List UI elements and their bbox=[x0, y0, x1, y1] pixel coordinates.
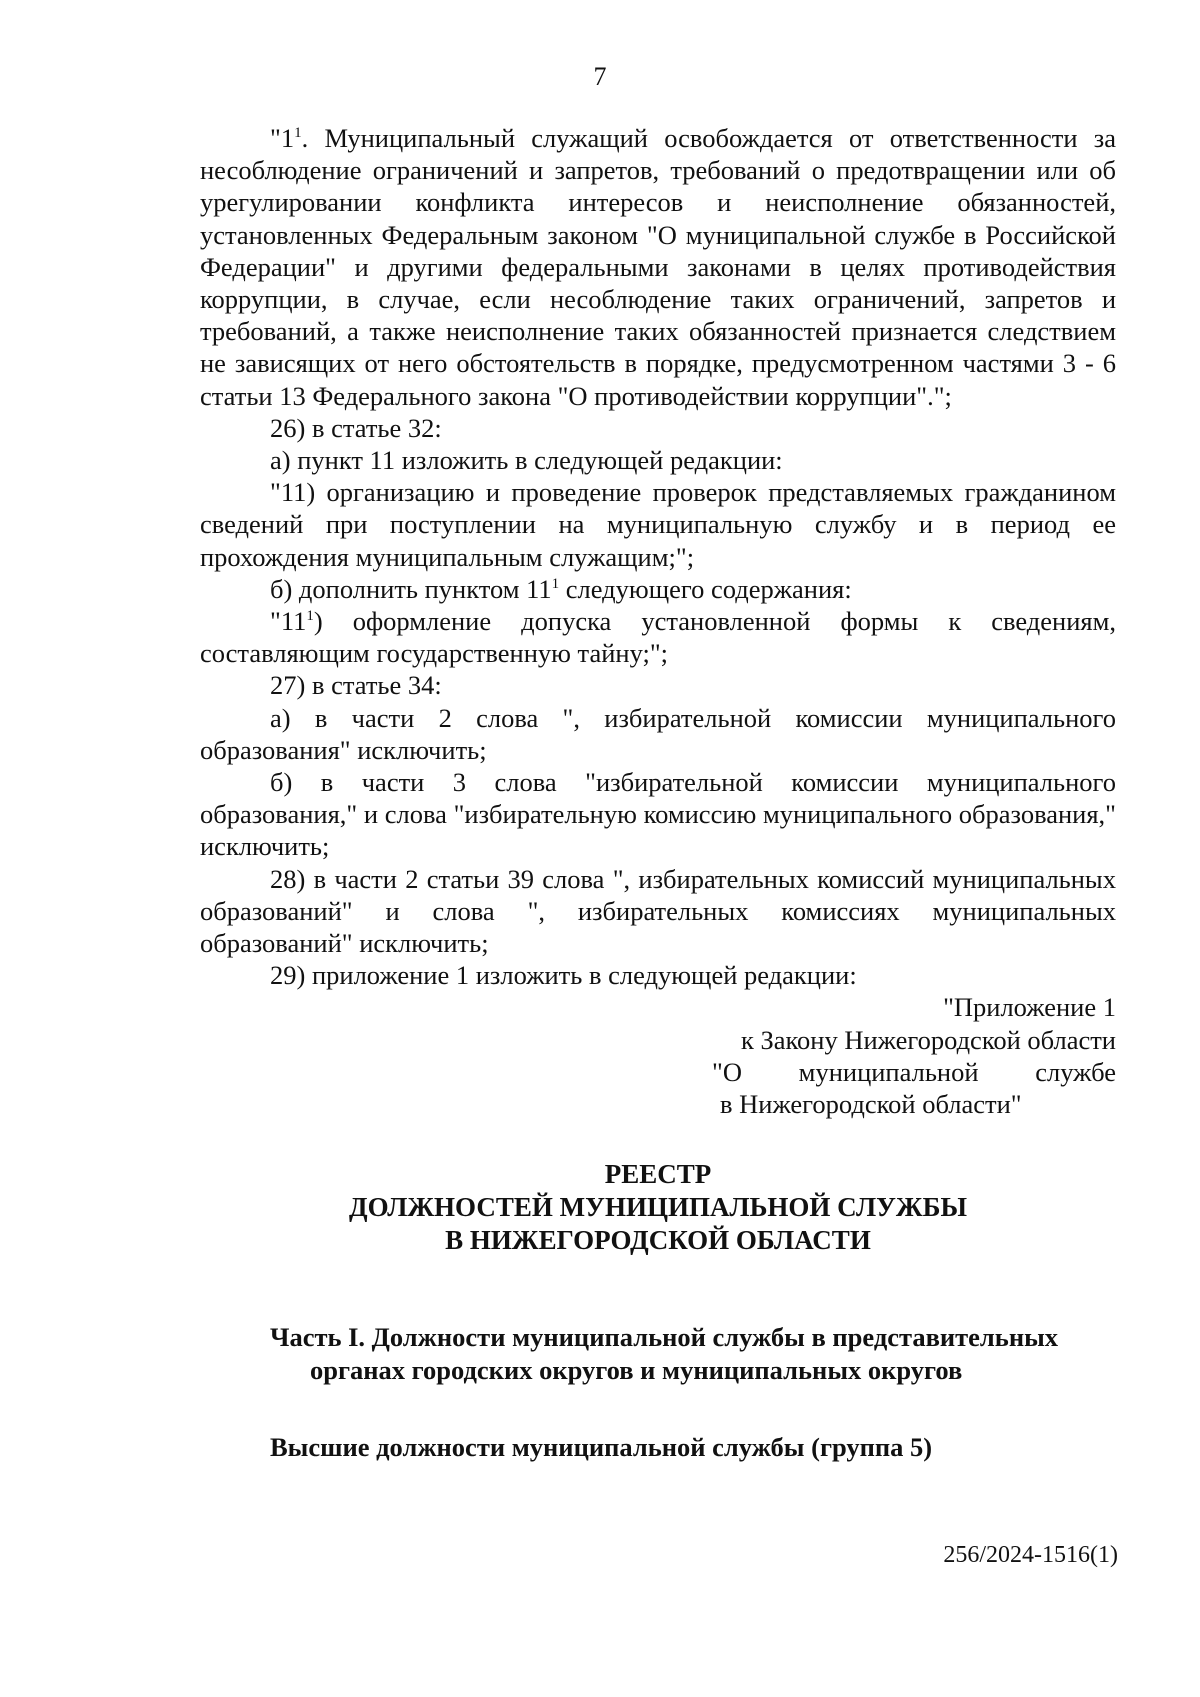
paragraph-1-1 bbox=[200, 122, 1116, 412]
group-heading: Высшие должности муниципальной службы (группа 5) bbox=[270, 1432, 933, 1463]
registry-title-line-3: В НИЖЕГОРОДСКОЙ ОБЛАСТИ bbox=[445, 1225, 871, 1256]
superscript: 1 bbox=[306, 608, 314, 625]
appendix-line-3: "О муниципальной службе bbox=[712, 1056, 1116, 1087]
registry-title bbox=[200, 1158, 1116, 1257]
item-26-b-text bbox=[200, 605, 1116, 669]
item-27-a: а) в части 2 слова ", избирательной комиссии муниципального образования" исключить; bbox=[200, 702, 1116, 765]
item-28: 28) в части 2 статьи 39 слова ", избирательных комиссий муниципальных образований" и слова ", избирательных комиссиях муниципальных образований" исключить; bbox=[200, 863, 1116, 959]
item-26-b-start: б) дополнить пунктом 11 bbox=[270, 573, 552, 604]
appendix-line-1: "Приложение 1 bbox=[943, 992, 1116, 1023]
paragraph-1-1-open: "1 bbox=[270, 123, 295, 153]
superscript: 1 bbox=[551, 575, 560, 592]
item-29: 29) приложение 1 изложить в следующей редакции: bbox=[270, 960, 857, 991]
registry-title-line-1: РЕЕСТР bbox=[604, 1159, 712, 1190]
item-26: 26) в статье 32: bbox=[270, 412, 442, 443]
item-26-b bbox=[200, 573, 1116, 605]
item-26-b-text-rest: ) оформление допуска установленной формы к сведениям, составляющим государственную тайну;"; bbox=[200, 606, 1116, 669]
superscript: 1 bbox=[294, 125, 302, 141]
part-heading-line-2: органах городских округов и муниципальных округов bbox=[310, 1355, 963, 1386]
item-26-a-text: "11) организацию и проведение проверок представляемых гражданином сведений при поступлении на муниципальную службу и в период ее прохождения муниципальным служащим;"; bbox=[200, 477, 1116, 572]
appendix-reference bbox=[712, 991, 1116, 1120]
item-26-a: а) пункт 11 изложить в следующей редакции: bbox=[270, 445, 783, 476]
part-heading bbox=[200, 1321, 1116, 1387]
document-body bbox=[200, 122, 1116, 1464]
appendix-line-4: в Нижегородской области" bbox=[720, 1089, 1022, 1120]
appendix-line-2: к Закону Нижегородской области bbox=[740, 1024, 1116, 1055]
item-26-b-rest: следующего содержания: bbox=[559, 573, 852, 604]
page-number: 7 bbox=[593, 62, 607, 91]
document-code: 256/2024-1516(1) bbox=[943, 1542, 1118, 1568]
item-26-b-text-start: "11 bbox=[270, 606, 307, 637]
registry-title-line-2: ДОЛЖНОСТЕЙ МУНИЦИПАЛЬНОЙ СЛУЖБЫ bbox=[349, 1192, 967, 1223]
part-heading-line-1: Часть I. Должности муниципальной службы в представительных bbox=[270, 1322, 1059, 1353]
item-27: 27) в статье 34: bbox=[270, 670, 442, 701]
paragraph-1-1-text: . Муниципальный служащий освобождается от ответственности за несоблюдение ограничений и запретов, требований о предотвращении или об урегулировании конфликта интересов и неисполнение обязанностей, установленных Федеральным законом "О муниципальной службе в Российской Федерации" и другими федеральными законами в целях противодействия коррупции, в случае, если несоблюдение таких ограничений, запретов и требований, а также неисполнение таких обязанностей признается следствием не зависящих от него обстоятельств в порядке, предусмотренном частями 3 - 6 статьи 13 Федерального закона "О противодействии коррупции"."; bbox=[200, 123, 1116, 411]
item-27-b: б) в части 3 слова "избирательной комиссии муниципального образования," и слова "избирательную комиссию муниципального образования," исключить; bbox=[200, 767, 1116, 862]
